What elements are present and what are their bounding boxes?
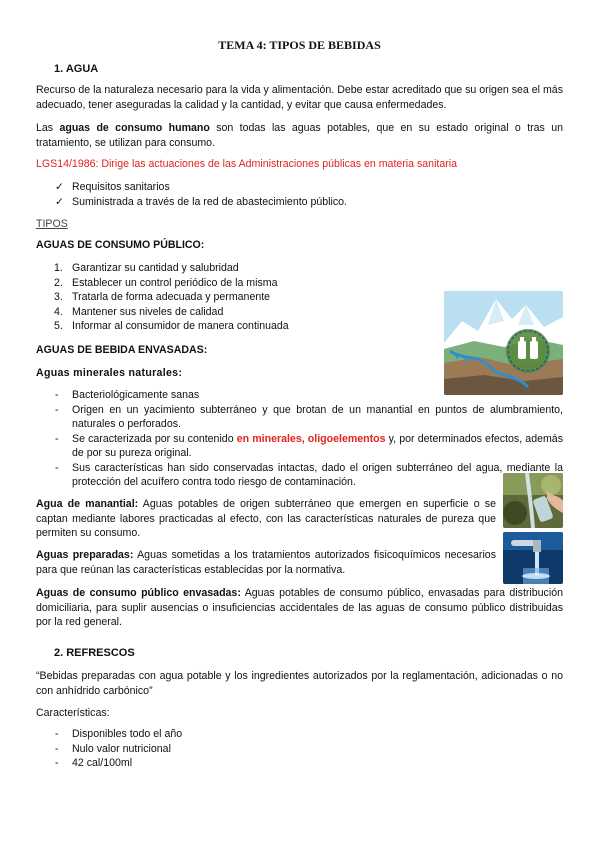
envasadas-publico-paragraph xyxy=(36,586,563,630)
check-item xyxy=(55,180,552,195)
list-item-label: Bacteriológicamente sanas xyxy=(72,389,200,401)
list-item xyxy=(55,461,563,490)
list-item: 1. Garantizar su cantidad y salubridad xyxy=(54,262,239,274)
preparadas-text: Aguas sometidas a los tratamientos autorizados fisicoquímicos necesarios para que reúnan las características establecidas por la normativa. xyxy=(36,549,496,576)
highlight-text: en minerales, oligoelementos xyxy=(236,432,386,445)
dash-bullet: - xyxy=(55,403,59,416)
caracteristicas-label: Características: xyxy=(36,707,110,719)
consumo-pre: Las xyxy=(36,122,60,134)
list-item: 3. Tratarla de forma adecuada y permanente xyxy=(54,291,271,303)
minerales-heading: Aguas minerales naturales: xyxy=(36,367,183,379)
dash-bullet: - xyxy=(55,742,59,755)
check-item xyxy=(55,195,552,210)
consumo-post: son todas las aguas potables, que en su estado original o tras un tratamiento, se utilizan para consumo. xyxy=(36,122,564,149)
envasadas-publico-bold: Aguas de consumo público envasadas: xyxy=(36,587,241,599)
page-title: TEMA 4: TIPOS DE BEBIDAS xyxy=(218,38,381,52)
list-item-label: Nulo valor nutricional xyxy=(72,742,171,755)
check-item-label: Suministrada a través de la red de abastecimiento público. xyxy=(72,195,348,208)
dash-bullet: - xyxy=(55,728,59,740)
tipos-label: TIPOS xyxy=(36,218,68,230)
minerales-list xyxy=(55,388,563,490)
envasadas-publico-text: Aguas potables de consumo público, envasadas para distribución domiciliaria, para suplir ausencias o insuficiencias accidentales de las aguas de consumo público distribuidas por la red general. xyxy=(36,587,563,628)
dash-bullet: - xyxy=(55,389,59,401)
manantial-text: Aguas potables de origen subterráneo que emergen en superficie o se captan mediante labores practicadas al efecto, con las características naturales de pureza que permiten su consumo. xyxy=(36,498,496,539)
list-item-label: Informar al consumidor de manera continuada xyxy=(72,320,289,332)
refrescos-list xyxy=(55,727,372,771)
consumo-publico-heading: AGUAS DE CONSUMO PÚBLICO: xyxy=(36,239,205,251)
list-item-label: 42 cal/100ml xyxy=(72,757,133,769)
list-item: 2. Establecer un control periódico de la misma xyxy=(54,276,278,289)
water-cycle-illustration xyxy=(444,291,563,395)
list-item-label: Origen en un yacimiento subterráneo y que brotan de un manantial en puntos de alumbramiento, naturales o perforados. xyxy=(72,403,563,430)
list-item-label: Sus características han sido conservadas intactas, dado el origen subterráneo del agua, mediante la protección del acuífero contra todo riesgo de contaminación. xyxy=(72,461,563,488)
consumo-humano-paragraph xyxy=(36,121,563,150)
preparadas-bold: Aguas preparadas: xyxy=(36,549,134,561)
list-item xyxy=(55,388,563,403)
list-item-label: Tratarla de forma adecuada y permanente xyxy=(72,291,271,303)
refrescos-quote: “Bebidas preparadas con agua potable y los ingredientes autorizados por la reglamentación, adicionadas o no con anhídrido carbónico” xyxy=(36,670,563,697)
consumo-publico-list xyxy=(54,261,412,334)
list-item-label: Se caracterizada por su contenido xyxy=(72,432,237,445)
list-item xyxy=(55,727,372,742)
spring-water-photo xyxy=(503,473,563,528)
agua-intro: Recurso de la naturaleza necesario para la vida y alimentación. Debe estar acreditado que su origen sea el más adecuado, tener aseguradas la calidad y la cantidad, y evitar que causa enfermedades. xyxy=(36,84,563,111)
dash-bullet: - xyxy=(55,757,59,769)
list-item xyxy=(55,403,563,432)
list-item xyxy=(55,742,372,757)
tap-water-photo xyxy=(503,532,563,584)
manantial-paragraph xyxy=(36,497,496,541)
envasadas-heading: AGUAS DE BEBIDA ENVASADAS: xyxy=(36,344,208,356)
check-icon: ✓ xyxy=(55,195,64,208)
list-item-label: Mantener sus niveles de calidad xyxy=(72,305,224,318)
law-reference: LGS14/1986: Dirige las actuaciones de las Administraciones públicas en materia sanitaria xyxy=(36,158,458,170)
dash-bullet: - xyxy=(55,432,59,445)
dash-bullet: - xyxy=(55,461,59,474)
list-item: 4. Mantener sus niveles de calidad xyxy=(54,305,224,318)
manantial-bold: Agua de manantial: xyxy=(36,498,139,510)
list-item-label: Garantizar su cantidad y salubridad xyxy=(72,262,239,274)
list-item-label: Disponibles todo el año xyxy=(72,728,183,740)
checklist xyxy=(55,180,552,209)
consumo-bold: aguas de consumo humano xyxy=(59,122,210,134)
list-item xyxy=(55,756,372,771)
check-icon: ✓ xyxy=(55,181,64,193)
section-agua-heading: 1. AGUA xyxy=(54,63,99,75)
list-item: 5. Informar al consumidor de manera continuada xyxy=(54,320,289,332)
check-item-label: Requisitos sanitarios xyxy=(72,181,170,193)
preparadas-paragraph xyxy=(36,548,496,577)
list-item-label: Establecer un control periódico de la misma xyxy=(72,276,278,289)
section-refrescos-heading: 2. REFRESCOS xyxy=(54,647,135,659)
list-item-label: y, por determinados efectos, además de por su pureza original. xyxy=(72,432,563,459)
list-item xyxy=(55,432,563,461)
